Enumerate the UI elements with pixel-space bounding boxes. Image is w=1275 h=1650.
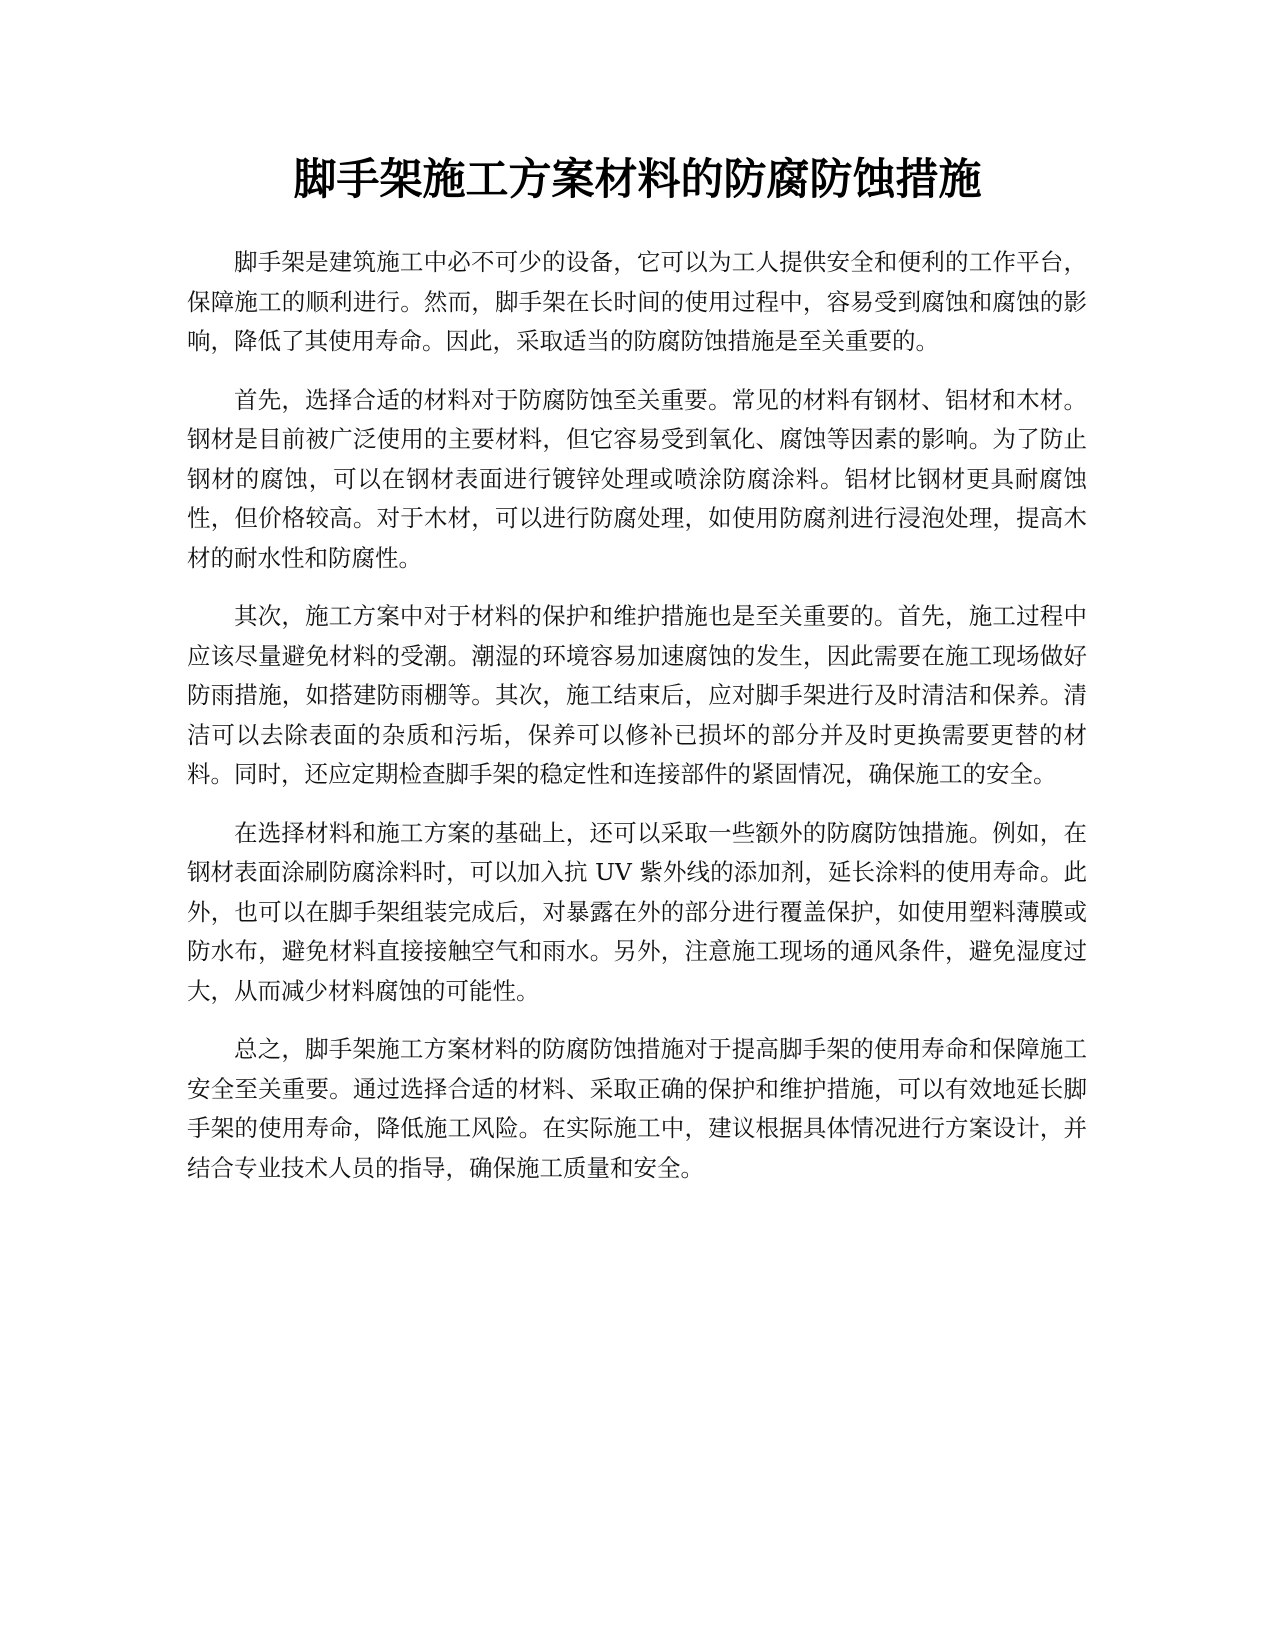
paragraph-material-selection: 首先，选择合适的材料对于防腐防蚀至关重要。常见的材料有钢材、铝材和木材。钢材是目前被广泛使用的主要材料，但它容易受到氧化、腐蚀等因素的影响。为了防止钢材的腐蚀，可以在钢材表面进行镀锌处理或喷涂防腐涂料。铝材比钢材更具耐腐蚀性，但价格较高。对于木材，可以进行防腐处理，如使用防腐剂进行浸泡处理，提高木材的耐水性和防腐性。 [187, 385, 1087, 572]
paragraph-intro: 脚手架是建筑施工中必不可少的设备，它可以为工人提供安全和便利的工作平台，保障施工的顺利进行。然而，脚手架在长时间的使用过程中，容易受到腐蚀和腐蚀的影响，降低了其使用寿命。因此，采取适当的防腐防蚀措施是至关重要的。 [187, 248, 1087, 355]
paragraph-conclusion: 总之，脚手架施工方案材料的防腐防蚀措施对于提高脚手架的使用寿命和保障施工安全至关重要。通过选择合适的材料、采取正确的保护和维护措施，可以有效地延长脚手架的使用寿命，降低施工风险。在实际施工中，建议根据具体情况进行方案设计，并结合专业技术人员的指导，确保施工质量和安全。 [187, 1035, 1087, 1182]
paragraph-additional-measures: 在选择材料和施工方案的基础上，还可以采取一些额外的防腐防蚀措施。例如，在钢材表面涂刷防腐涂料时，可以加入抗 UV 紫外线的添加剂，延长涂料的使用寿命。此外，也可以在脚手架组装完成后，对暴露在外的部分进行覆盖保护，如使用塑料薄膜或防水布，避免材料直接接触空气和雨水。另外，注意施工现场的通风条件，避免湿度过大，从而减少材料腐蚀的可能性。 [187, 818, 1087, 1005]
paragraph-protection-maintenance: 其次，施工方案中对于材料的保护和维护措施也是至关重要的。首先，施工过程中应该尽量避免材料的受潮。潮湿的环境容易加速腐蚀的发生，因此需要在施工现场做好防雨措施，如搭建防雨棚等。其次，施工结束后，应对脚手架进行及时清洁和保养。清洁可以去除表面的杂质和污垢，保养可以修补已损坏的部分并及时更换需要更替的材料。同时，还应定期检查脚手架的稳定性和连接部件的紧固情况，确保施工的安全。 [187, 602, 1087, 788]
document-title: 脚手架施工方案材料的防腐防蚀措施 [293, 155, 982, 205]
document-body [187, 243, 1087, 1207]
